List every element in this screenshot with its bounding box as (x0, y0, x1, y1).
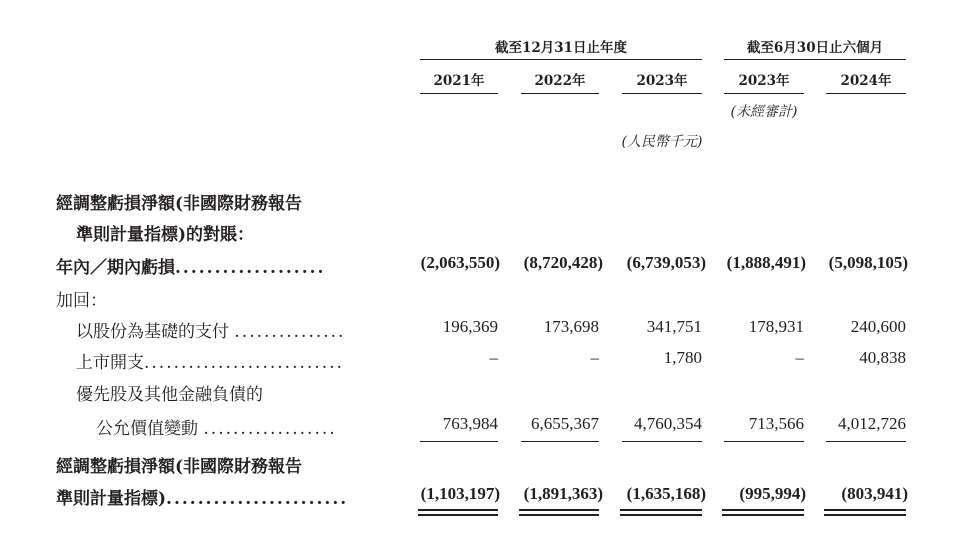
header-group-year-ended: 截至12月31日止年度 (494, 40, 628, 56)
subtotal-rule-2023 (622, 441, 702, 442)
row-adj-2022: (1,891,363) (523, 484, 603, 503)
subtotal-rule-2021 (420, 441, 498, 442)
row-loss-p2024: (5,098,105) (828, 253, 908, 272)
row-adj-label-line1: 經調整虧損淨額(非國際財務報告 (56, 457, 303, 477)
row-loss-p2023: (1,888,491) (726, 253, 806, 272)
total-rule-b-2023 (620, 514, 702, 516)
row-fv-label-line1: 優先股及其他金融負債的 (76, 385, 263, 405)
header-group-six-months: 截至6月30日止六個月 (746, 40, 884, 56)
period-rule-2024 (826, 93, 906, 94)
row-listing-label: 上市開支........................... (76, 353, 344, 373)
row-fv-p2023: 713,566 (748, 414, 804, 433)
row-listing-2021: – (489, 348, 498, 367)
header-group-year-ended-rule (420, 59, 702, 60)
header-year-2021: 2021年 (433, 73, 485, 89)
total-rule-b-p2024 (824, 514, 906, 516)
total-rule-b-2022 (519, 514, 599, 516)
year-rule-2022 (521, 93, 599, 94)
row-add-back-label: 加回： (56, 291, 107, 311)
row-loss-2023: (6,739,053) (626, 253, 706, 272)
row-share-comp-p2023: 178,931 (748, 317, 804, 336)
subtotal-rule-2022 (521, 441, 599, 442)
row-fv-label: 公允價值變動 .................. (96, 419, 337, 439)
subtotal-rule-p2023 (724, 441, 804, 442)
row-share-comp-label: 以股份為基礎的支付 ............... (76, 322, 346, 342)
row-share-comp-p2024: 240,600 (850, 317, 906, 336)
row-listing-2022: – (590, 348, 599, 367)
currency-note: (人民幣千元) (621, 134, 703, 150)
row-fv-2023: 4,760,354 (634, 414, 702, 433)
period-rule-2023 (724, 93, 804, 94)
row-adj-2023: (1,635,168) (626, 484, 706, 503)
total-rule-a-2023 (620, 509, 702, 511)
subtotal-rule-p2024 (826, 441, 906, 442)
row-loss-2021: (2,063,550) (420, 253, 500, 272)
row-fv-p2024: 4,012,726 (838, 414, 906, 433)
row-share-comp-2022: 173,698 (543, 317, 599, 336)
row-listing-p2024: 40,838 (859, 348, 906, 367)
section-title-line1: 經調整虧損淨額(非國際財務報告 (56, 194, 303, 214)
row-share-comp-2021: 196,369 (442, 317, 498, 336)
row-adj-p2023: (995,994) (739, 484, 806, 503)
year-rule-2021 (420, 93, 498, 94)
row-adj-label: 準則計量指標)....................... (56, 489, 349, 509)
total-rule-a-p2023 (722, 509, 804, 511)
total-rule-a-2021 (418, 509, 498, 511)
row-loss-2022: (8,720,428) (523, 253, 603, 272)
total-rule-b-p2023 (722, 514, 804, 516)
row-fv-2021: 763,984 (442, 414, 498, 433)
row-listing-p2023: – (795, 348, 804, 367)
total-rule-b-2021 (418, 514, 498, 516)
header-period-2024: 2024年 (840, 73, 892, 89)
row-loss-label: 年內／期內虧損................... (56, 258, 326, 278)
row-listing-2023: 1,780 (663, 348, 702, 367)
total-rule-a-2022 (519, 509, 599, 511)
row-fv-2022: 6,655,367 (531, 414, 599, 433)
header-year-2023: 2023年 (636, 73, 688, 89)
header-year-2022: 2022年 (534, 73, 586, 89)
row-share-comp-2023: 341,751 (646, 317, 702, 336)
row-adj-p2024: (803,941) (841, 484, 908, 503)
year-rule-2023 (622, 93, 702, 94)
row-adj-2021: (1,103,197) (420, 484, 500, 503)
unaudited-note: (未經審計) (730, 104, 798, 120)
header-period-2023: 2023年 (738, 73, 790, 89)
section-title-line2: 準則計量指標)的對賬： (76, 225, 255, 245)
header-group-six-months-rule (724, 59, 906, 60)
total-rule-a-p2024 (824, 509, 906, 511)
